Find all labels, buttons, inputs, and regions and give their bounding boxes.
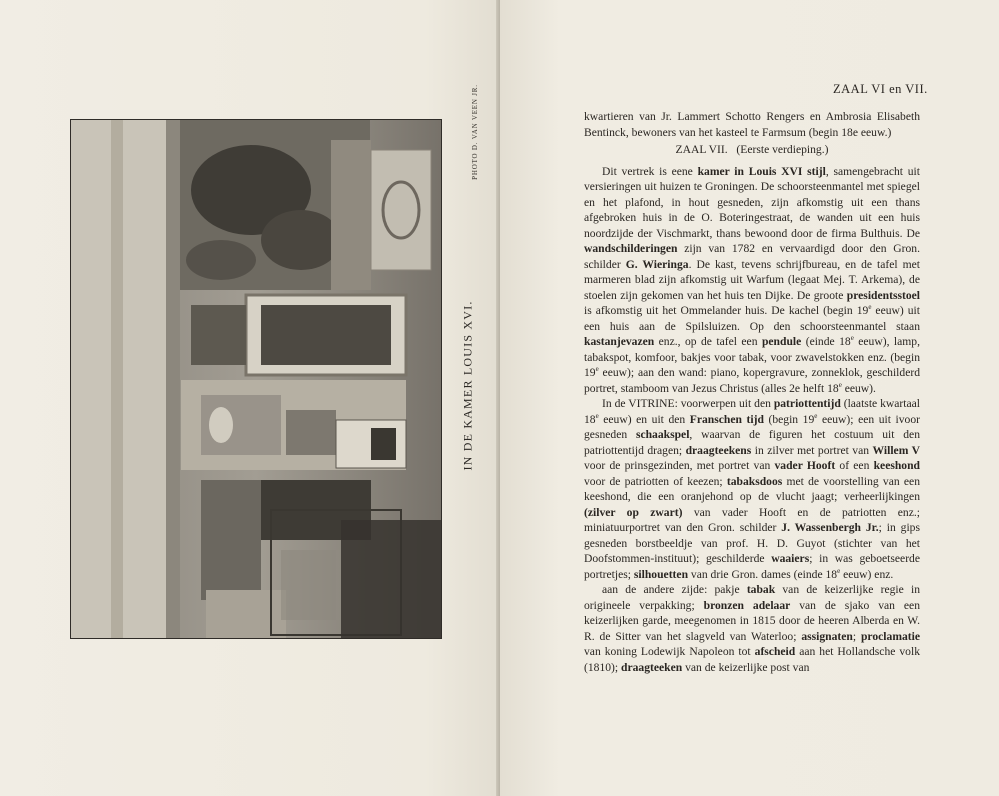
section-heading xyxy=(584,142,920,158)
text-run: aan het Hollandsche volk (1810); xyxy=(584,645,920,674)
text-run: van vader Hooft en de patriotten enz.; miniatuurportret van den Gron. schilder xyxy=(584,505,920,534)
text-run: zijn van 1782 en vervaardigd door den Gron. schilder xyxy=(584,242,920,271)
photo-caption: IN DE KAMER LOUIS XVI. xyxy=(460,300,475,471)
text-run: ; xyxy=(852,629,861,643)
paragraph-room-description xyxy=(584,164,920,397)
text-run: . De kast, tevens schrijfbureau, en de tafel met marmeren blad zijn afkomstig uit Warfum (legaat Mej. T. Arkema), de stoelen zijn gekomen van het huis ten Dijke. De groote xyxy=(584,257,920,302)
text-run: van de keizerlijke regie in origineele verpakking; xyxy=(584,583,920,612)
superscript: e xyxy=(838,380,842,389)
text-run: in zilver met portret van xyxy=(751,443,873,457)
text-run: , samengebracht uit versieringen uit huizen te Groningen. De schoorsteenmantel met spiegel en het plafond, in hout gesneden, zijn afkomstig uit een thans afgebroken huis in de O. Boteringestraat, de wanden uit een huis noordzijde der Vischmarkt, thans bewoond door de firma Bulthuis. De xyxy=(584,164,920,240)
superscript: e xyxy=(868,303,872,312)
bold-term: presidentsstoel xyxy=(846,288,920,302)
bold-term: patriottentijd xyxy=(773,397,841,410)
bold-term: keeshond xyxy=(873,459,921,472)
text-run: van de sjako van een keizerlijken garde, meegenomen in 1815 door de heeren Alberda en W. R. de Sitter van het slagveld van Waterloo; xyxy=(584,598,920,643)
text-run: eeuw); een uit ivoor gesneden xyxy=(584,412,920,441)
text-run: of een xyxy=(835,459,874,472)
superscript: e xyxy=(595,365,599,374)
text-run: met de voorstelling van een keeshond, die een oranjehond op de vlucht jaagt; verheerlijkingen xyxy=(584,474,920,503)
bold-term: kastanjevazen xyxy=(584,335,655,348)
text-run: is afkomstig uit het Ommelander huis. De kachel (begin 19 xyxy=(584,304,869,317)
text-run: aan de andere zijde: pakje xyxy=(602,583,747,596)
photo-illustration xyxy=(71,120,441,638)
bold-term: proclamatie xyxy=(860,629,921,643)
text-run: voor de prinsgezinden, met portret van xyxy=(584,459,775,472)
text-run: (begin 19 xyxy=(763,412,815,426)
paragraph-continuation: kwartieren van Jr. Lammert Schotto Rengers en Ambrosia Elisabeth Bentinck, bewoners van het kasteel te Farmsum (begin 18e eeuw.) xyxy=(584,110,920,139)
bold-term: draagteekens xyxy=(685,443,752,457)
bold-term: tabak xyxy=(746,583,776,596)
bold-term: assignaten xyxy=(801,629,853,643)
paragraph-other-side xyxy=(584,582,920,675)
text-run: (einde 18 xyxy=(801,335,851,348)
running-head: ZAAL VI en VII. xyxy=(833,82,928,96)
heading-subtitle: (Eerste verdieping.) xyxy=(736,143,829,156)
text-run: (laatste kwartaal 18 xyxy=(584,397,921,426)
text-run: van drie Gron. dames (einde 18 xyxy=(688,567,838,581)
superscript: e xyxy=(850,334,854,343)
bold-term: Franschen tijd xyxy=(689,412,764,426)
text-run: eeuw); aan den wand: piano, kopergravure, zonneklok, geschilderd portret, stamboom van Jezus Christus (alles 2e helft 18 xyxy=(584,366,920,395)
text-run: eeuw) enz. xyxy=(840,567,894,581)
text-run: eeuw), lamp, tabakspot, komfoor, bakjes voor tabak, voor zwavelstokken enz. (begin 19 xyxy=(584,335,921,379)
bold-term: wandschilderingen xyxy=(584,242,678,255)
text-run: ; in was geboetseerde portretjes; xyxy=(584,552,921,581)
text-run: eeuw) uit een huis aan de Spilsluizen. Op den schoorsteenmantel staan xyxy=(584,304,920,333)
bold-term: kamer in Louis XVI stijl xyxy=(697,164,826,178)
bold-term: vader Hooft xyxy=(774,459,836,472)
bold-term: tabaksdoos xyxy=(726,474,783,488)
bold-term: J. Wassenbergh Jr. xyxy=(781,521,879,534)
superscript: e xyxy=(595,411,599,420)
paragraph-vitrine xyxy=(584,396,920,582)
text-run: eeuw). xyxy=(841,381,876,395)
bold-term: pendule xyxy=(761,335,802,348)
text-run: voor de patriotten of keezen; xyxy=(584,474,727,488)
bold-term: waaiers xyxy=(771,552,810,565)
bold-term: schaakspel xyxy=(635,428,690,441)
bold-term: draagteeken xyxy=(621,660,683,674)
bold-term: (zilver op zwart) xyxy=(584,505,683,519)
text-run: van de keizerlijke post van xyxy=(682,660,810,674)
text-run: van koning Lodewijk Napoleon tot xyxy=(584,645,755,658)
text-run: ; in gips gesneden borstbeeldje van prof. H. D. Guyot (stichter van het Doofstommen-instituut); geschilderde xyxy=(584,521,920,565)
heading-title: ZAAL VII. xyxy=(675,143,728,156)
bold-term: afscheid xyxy=(754,645,796,658)
bold-term: bronzen adelaar xyxy=(703,598,791,612)
period-room-photograph xyxy=(70,119,442,639)
text-run: In de VITRINE: voorwerpen uit den xyxy=(602,397,774,410)
text-run: eeuw) en uit den xyxy=(598,412,690,426)
body-text xyxy=(584,109,920,675)
bold-term: G. Wieringa xyxy=(625,257,689,271)
bold-term: silhouetten xyxy=(633,567,689,581)
text-run: , waarvan de figuren het costuum uit den patriottentijd dragen; xyxy=(584,428,920,457)
superscript: e xyxy=(814,411,818,420)
photo-credit: PHOTO D. VAN VEEN JR. xyxy=(471,84,479,180)
superscript: e xyxy=(837,566,841,575)
bold-term: Willem V xyxy=(872,443,920,457)
text-run: Dit vertrek is eene xyxy=(602,164,698,178)
text-run: enz., op de tafel een xyxy=(654,335,762,348)
